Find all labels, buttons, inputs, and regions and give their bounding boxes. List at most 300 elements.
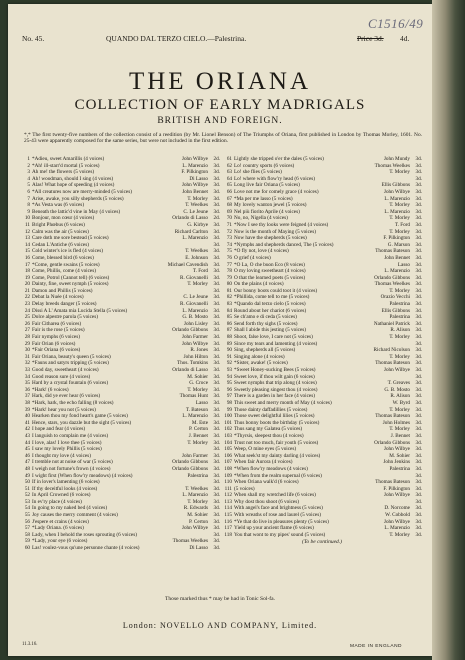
entry-price: 3d.: [415, 386, 422, 393]
entry-composer: Nathaniel Patrick: [373, 320, 410, 327]
entry-composer: T. Morley: [389, 426, 410, 433]
entry-composer: Thos. Tomkins: [177, 360, 208, 367]
entry-title: Care doth me sore bestead (5 voices): [32, 235, 109, 242]
madrigal-entry: [222, 453, 422, 460]
madrigal-entry: [222, 367, 422, 374]
entry-price: 3d.: [213, 195, 220, 202]
entry-price: 3d.: [213, 241, 220, 248]
entry-price: 3d.: [213, 452, 220, 459]
entry-title: Bonjour, mon cœur (4 voices): [32, 215, 95, 222]
entry-title: Lo! she flies (5 voices): [234, 169, 282, 176]
entry-number: 5: [27, 182, 30, 189]
entry-composer: J. Bennet: [390, 432, 410, 439]
new-price: 4d.: [400, 34, 410, 43]
entry-composer: T. Morley: [187, 498, 208, 505]
madrigal-entry: [222, 255, 422, 262]
entry-price: 3d.: [415, 314, 422, 321]
entry-number: 90: [226, 347, 232, 354]
entry-composer: L. Marenzio: [182, 413, 208, 420]
entry-composer: L. Marenzio: [384, 195, 410, 202]
entry-title: I saw my lovely Phillis (5 voices): [32, 446, 102, 453]
entry-title: In going to my naked bed (4 voices): [32, 505, 108, 512]
entry-title: *Thyrsis, sleepest thou (4 voices): [234, 432, 304, 439]
entry-title: Arise, awake, you silly shepherds (5 voices): [32, 195, 124, 202]
publisher-line: London: NOVELLO AND COMPANY, Limited.: [122, 621, 318, 630]
entry-composer: Orlando di Lasso: [172, 367, 208, 373]
madrigal-entry: [222, 446, 422, 453]
entry-price: 3d.: [213, 399, 220, 406]
entry-composer: T. Morley: [389, 169, 410, 176]
entry-price: 3d.: [415, 221, 422, 228]
madrigal-entry: [222, 268, 422, 275]
entry-title: *Quando dal terzo cielo (5 voices): [234, 301, 306, 308]
entry-price: 3d.: [415, 241, 422, 248]
madrigal-entry: [20, 505, 220, 512]
madrigal-entry: [222, 288, 422, 295]
madrigal-entry: [222, 308, 422, 315]
entry-number: 101: [224, 419, 232, 426]
entry-number: 86: [226, 320, 232, 327]
entry-number: 115: [224, 512, 232, 519]
entry-number: 55: [24, 512, 30, 519]
entry-title: I tremble not at noise of war (5 voices): [32, 459, 113, 466]
entry-composer: F. Pilkington: [383, 235, 410, 242]
entry-composer: John Wilbye: [383, 188, 410, 195]
madrigal-entry: [222, 182, 422, 189]
madrigal-entry: [222, 275, 422, 282]
entry-title: Las! voulez-vous qu'une personne chante (4 voices): [32, 545, 140, 552]
entry-number: 7: [27, 195, 30, 202]
entry-number: 39: [24, 406, 30, 413]
entry-price: 2d.: [213, 156, 220, 162]
entry-number: 110: [224, 479, 232, 486]
entry-number: 103: [224, 432, 232, 439]
madrigal-entry: [20, 189, 220, 196]
entry-number: 23: [24, 301, 30, 308]
entry-composer: T. Morley: [389, 406, 410, 413]
entry-number: 69: [226, 208, 232, 215]
entry-title: *Lady, your eye (6 voices): [32, 538, 88, 545]
entry-composer: T. Morley: [389, 334, 410, 341]
entry-composer: M. Sohier: [389, 452, 410, 459]
madrigal-entry: [20, 321, 220, 328]
entry-number: 58: [24, 531, 30, 538]
entry-composer: Di Lasso: [189, 175, 208, 182]
entry-price: 3d.: [213, 334, 220, 341]
entry-number: 100: [224, 413, 232, 420]
entry-title: *When from the realm supernal (6 voices): [234, 472, 322, 479]
entry-price: 3d.: [415, 367, 422, 373]
madrigal-entry: [20, 176, 220, 183]
madrigal-entry: [222, 196, 422, 203]
madrigal-entry: [20, 453, 220, 460]
madrigal-entry: [20, 466, 220, 473]
entry-price: 3d.: [213, 393, 220, 400]
entry-price: 3d.: [213, 380, 220, 387]
entry-number: 117: [224, 525, 232, 532]
entry-title: With angel's face and brightness (5 voices): [234, 505, 323, 512]
entry-title: *All creatures now are merry-minded (5 voices): [32, 188, 132, 195]
entry-number: 105: [224, 446, 232, 453]
entry-composer: Palestrina: [389, 301, 410, 308]
entry-title: Damon and Phillis (5 voices): [32, 287, 93, 294]
madrigal-entry: [20, 374, 220, 381]
book-spine: [432, 0, 465, 660]
entry-composer: John Wilbye: [181, 156, 208, 162]
madrigal-entry: [222, 321, 422, 328]
madrigal-entry: [222, 189, 422, 196]
entry-number: 24: [24, 307, 30, 314]
entry-price: 3d.: [415, 531, 422, 538]
entry-number: 97: [226, 393, 232, 400]
left-column: [20, 156, 220, 552]
entry-composer: Lasso: [195, 399, 208, 406]
entry-composer: T. Morley: [389, 202, 410, 209]
entry-price: 3d.: [415, 439, 422, 446]
entry-title: Come, Phillis, come (4 voices): [32, 268, 96, 275]
entry-price: 3d.: [415, 479, 422, 486]
entry-composer: Thomas Bateson: [375, 248, 410, 255]
entry-title: Bright Phœbus (6 voices): [32, 221, 85, 228]
entry-number: 67: [226, 195, 232, 202]
madrigal-entry: [222, 486, 422, 493]
tonic-solfa-footnote: Those marked thus * may be had in Tonic Sol-fa.: [164, 596, 276, 602]
entry-price: 3d.: [213, 373, 220, 380]
madrigal-entry: [222, 426, 422, 433]
entry-title: Good day, sweetheart (4 voices): [32, 367, 99, 373]
madrigal-entry: [20, 420, 220, 427]
entry-title: In April Crowned (6 voices): [32, 492, 91, 499]
entry-composer: Thomas Bateson: [375, 360, 410, 367]
entry-title: *Sweet Honey-sucking Bees (5 voices): [234, 367, 316, 373]
entry-price: 3d.: [213, 261, 220, 268]
entry-composer: W. Byrd: [392, 399, 410, 406]
madrigal-entry: [222, 380, 422, 387]
entry-composer: T. Ford: [192, 268, 208, 275]
entry-composer: John Mundy: [383, 156, 410, 162]
old-price: Price 3d.: [357, 34, 384, 43]
madrigal-entry: [222, 499, 422, 506]
entry-number: 46: [24, 452, 30, 459]
entry-title: I weigh not fortune's frown (4 voices): [32, 465, 111, 472]
entry-title: Hark, did ye ever hear (6 voices): [32, 393, 101, 400]
madrigal-entry: [222, 156, 422, 163]
entry-composer: T. Morley: [187, 386, 208, 393]
entry-title: Since my tears and lamenting (4 voices): [234, 340, 318, 347]
entry-price: 3d.: [213, 175, 220, 182]
entry-composer: T. Morley: [187, 195, 208, 202]
entry-title: Fair nymphs (6 voices): [32, 334, 80, 341]
entry-number: 22: [24, 294, 30, 301]
entry-title: Debat la Nuée (4 voices): [32, 294, 84, 301]
madrigal-entry: [20, 301, 220, 308]
entry-price: 3d.: [415, 287, 422, 294]
entry-price: 3d.: [415, 228, 422, 235]
entry-price: 3d.: [213, 419, 220, 426]
entry-title: My lovely wanton jewel (5 voices): [234, 202, 307, 209]
entry-price: 3d.: [213, 360, 220, 367]
entry-composer: John Bennet: [384, 254, 410, 261]
madrigal-entry: [222, 327, 422, 334]
entry-number: 20: [24, 281, 30, 288]
madrigal-entry: [20, 492, 220, 499]
entry-composer: M. Sohier: [187, 373, 208, 380]
entry-composer: Orlando Gibbons: [374, 274, 410, 281]
entry-number: 16: [24, 254, 30, 261]
entry-number: 38: [24, 399, 30, 406]
entry-title: Se ch'amo e di ceda (5 voices): [234, 314, 297, 321]
madrigal-entry: [222, 466, 422, 473]
entry-composer: John Wilbye: [181, 525, 208, 532]
entry-number: 84: [226, 307, 232, 314]
entry-composer: G. Kirbye: [187, 221, 208, 228]
entry-title: Round about her chariot (6 voices): [234, 307, 307, 314]
entry-price: 3d.: [415, 525, 422, 532]
madrigal-entry: [20, 314, 220, 321]
entry-price: 3d.: [213, 472, 220, 479]
entry-title: Fair Oriana, beauty's queen (5 voices): [32, 353, 111, 360]
entry-composer: T. Weelkes: [185, 248, 208, 255]
entry-price: 3d.: [415, 347, 422, 354]
entry-composer: Palestrina: [187, 472, 208, 479]
entry-title: *Adieu, sweet Amarillis (4 voices): [32, 156, 105, 162]
madrigal-entry: [222, 360, 422, 367]
entry-price: 3d.: [213, 492, 220, 499]
entry-title: Trust not too much, fair youth (5 voices): [234, 439, 319, 446]
madrigal-entry: [222, 176, 422, 183]
entry-composer: Orlando Gibbons: [172, 465, 208, 472]
entry-title: Our bonny boots could toot it (4 voices): [234, 287, 318, 294]
entry-price: 3d.: [415, 175, 422, 182]
entry-title: *Nymphs and shepherds danced, The (5 voices): [234, 241, 334, 248]
entry-number: 76: [226, 254, 232, 261]
madrigal-entry: [20, 360, 220, 367]
entry-number: 36: [24, 386, 30, 393]
madrigal-entry: [20, 407, 220, 414]
entry-price: 3d.: [213, 465, 220, 472]
entry-number: 77: [226, 261, 232, 268]
entry-title: When Oriana walk'd (6 voices): [234, 479, 299, 486]
madrigal-entry: [20, 446, 220, 453]
madrigal-entry: [20, 486, 220, 493]
entry-title: Sweetly pleasing singest thou (4 voices): [234, 386, 318, 393]
entry-number: 1: [27, 156, 30, 162]
entry-price: 3d.: [415, 452, 422, 459]
entry-price: 3d.: [213, 208, 220, 215]
entry-composer: John Wilbye: [383, 518, 410, 525]
entry-number: 15: [24, 248, 30, 255]
entry-number: 66: [226, 188, 232, 195]
entry-price: 3d.: [415, 208, 422, 215]
entry-price: 3d.: [213, 525, 220, 532]
entry-number: 70: [226, 215, 232, 222]
madrigal-entry: [222, 222, 422, 229]
entry-composer: John Wilbye: [383, 367, 410, 373]
entry-price: 3d.: [213, 235, 220, 242]
madrigal-entry: [20, 532, 220, 539]
madrigal-entry: [20, 525, 220, 532]
entry-composer: R. Jones: [190, 347, 208, 354]
entry-number: 109: [224, 472, 232, 479]
entry-title: If thy deceitful looks (4 voices): [32, 485, 98, 492]
entry-composer: John Bennet: [182, 188, 208, 195]
entry-composer: Thomas Bateson: [375, 413, 410, 420]
entry-price: 3d.: [213, 320, 220, 327]
entry-number: 47: [24, 459, 30, 466]
entry-title: Lo! where with flow'ry head (6 voices): [234, 175, 316, 182]
madrigal-entry: [222, 334, 422, 341]
entry-title: If in lover's lamenting (6 voices): [32, 479, 100, 486]
madrigal-entry: [222, 473, 422, 480]
entry-composer: John Jenkins: [383, 459, 410, 466]
entry-number: 32: [24, 360, 30, 367]
collection-subtitle-2: BRITISH AND FOREIGN.: [157, 116, 283, 126]
entry-price: 3d.: [213, 512, 220, 519]
madrigal-entry: [20, 327, 220, 334]
madrigal-entry: [20, 182, 220, 189]
entry-price: 3d.: [415, 406, 422, 413]
entry-number: 94: [226, 373, 232, 380]
entry-title: Why dost thou shoot (6 voices): [234, 498, 299, 505]
entry-composer: T. Morley: [187, 281, 208, 288]
entry-number: 71: [226, 221, 232, 228]
madrigal-entry: [222, 459, 422, 466]
entry-composer: T. Morley: [389, 353, 410, 360]
madrigal-entry: [222, 479, 422, 486]
madrigal-entry: [20, 400, 220, 407]
entry-composer: Palestrina: [389, 465, 410, 472]
entry-composer: John Wilbye: [181, 182, 208, 189]
entry-price: 3d.: [415, 274, 422, 281]
entry-composer: T. Weelkes: [185, 202, 208, 209]
entry-price: 3d.: [213, 505, 220, 512]
entry-composer: John Holmes: [382, 419, 410, 426]
made-in-label: MADE IN ENGLAND: [349, 644, 402, 649]
entry-price: 3d.: [213, 248, 220, 255]
entry-price: 3d.: [415, 268, 422, 275]
entry-composer: Thomas Bateson: [375, 479, 410, 486]
entry-price: 3d.: [415, 485, 422, 492]
entry-price: 3d.: [415, 248, 422, 255]
entry-number: 91: [226, 353, 232, 360]
entry-composer: Di Lasso: [189, 545, 208, 552]
madrigal-entry: [20, 459, 220, 466]
entry-title: *As Vesta was (6 voices): [32, 202, 85, 209]
entry-price: 3d.: [213, 340, 220, 347]
entry-number: 21: [24, 287, 30, 294]
entry-price: 3d.: [213, 281, 220, 288]
madrigal-entry: [20, 387, 220, 394]
entry-title: This sweet and merry month of May (4 voices): [234, 399, 332, 406]
entry-title: Send forth thy sighs (5 voices): [234, 320, 298, 327]
entry-title: Come, Potrol (Cannot tell) (6 voices): [32, 274, 110, 281]
entry-composer: G. Marson: [387, 241, 410, 248]
entry-title: Alas! What hope of speeding (4 voices): [32, 182, 115, 189]
entry-title: Cedan L'Antiche (6 voices): [32, 241, 89, 248]
entry-title: I thought my love (4 voices): [32, 452, 91, 459]
entry-number: 68: [226, 202, 232, 209]
madrigal-entry: [222, 387, 422, 394]
entry-composer: F. Pilkington: [181, 169, 208, 176]
entry-price: 3d.: [213, 307, 220, 314]
entry-price: 3d.: [213, 459, 220, 466]
madrigal-entry: [20, 268, 220, 275]
entry-price: 3d.: [415, 334, 422, 341]
entry-composer: Ellis Gibbons: [381, 182, 410, 189]
entry-price: 3d.: [415, 254, 422, 261]
entry-title: *Sister, awake! (5 voices): [234, 360, 288, 367]
madrigal-entry: [20, 255, 220, 262]
entry-composer: Ellis Gibbons: [381, 307, 410, 314]
entry-title: When shall my wretched life (6 voices): [234, 492, 316, 499]
entry-title: Singing alone (4 voices): [234, 353, 285, 360]
entry-title: Fair Orian (6 voices): [32, 340, 76, 347]
entry-composer: T. Morley: [389, 531, 410, 538]
madrigal-entry: [222, 532, 422, 539]
entry-composer: L. Marenzio: [182, 307, 208, 314]
madrigal-entry: [222, 440, 422, 447]
entry-number: 45: [24, 446, 30, 453]
madrigal-entry: [222, 525, 422, 532]
entry-number: 63: [226, 169, 232, 176]
entry-composer: Lasso: [397, 261, 410, 268]
madrigal-entry: [20, 163, 220, 170]
entry-title: Hard by a crystal fountain (6 voices): [32, 380, 109, 387]
madrigal-entry: [222, 505, 422, 512]
entry-number: 74: [226, 241, 232, 248]
entry-price: 3d.: [415, 301, 422, 308]
entry-composer: R. Giovanelli: [180, 301, 208, 308]
entry-number: 73: [226, 235, 232, 242]
entry-title: Calm was the air (5 voices): [32, 228, 89, 235]
entry-title: Beneath the lattic'd vine in May (4 voices): [32, 208, 121, 215]
entry-number: 75: [226, 248, 232, 255]
entry-price: 3d.: [415, 235, 422, 242]
entry-price: 3d.: [415, 472, 422, 479]
madrigal-entry: [222, 294, 422, 301]
entry-composer: C. Le Jeune: [183, 294, 208, 301]
entry-title: *Fauns and satyrs tripping (5 voices): [32, 360, 109, 367]
entry-title: In ev'ry place (4 voices): [32, 498, 82, 505]
madrigal-entry: [20, 354, 220, 361]
entry-title: Dolce alpestre parola (5 voices): [32, 314, 98, 321]
entry-number: 35: [24, 380, 30, 387]
entry-composer: L. Marenzio: [182, 492, 208, 499]
entry-price: 3d.: [213, 432, 220, 439]
madrigal-entry: [222, 229, 422, 236]
madrigal-entry: [20, 288, 220, 295]
entry-title: *When flow'ry meadows (4 voices): [234, 465, 308, 472]
entry-composer: Thomas Weelkes: [172, 538, 208, 545]
entry-composer: Palestrina: [389, 314, 410, 321]
entry-number: 37: [24, 393, 30, 400]
entry-number: 83: [226, 301, 232, 308]
madrigal-entry: [222, 400, 422, 407]
entry-number: 25: [24, 314, 30, 321]
entry-title: Thus sang my Galatea (5 voices): [234, 426, 303, 433]
entry-number: 60: [24, 545, 30, 552]
madrigal-entry: [20, 347, 220, 354]
madrigal-entry: [20, 156, 220, 163]
madrigal-entry: [20, 242, 220, 249]
madrigal-entry: [20, 413, 220, 420]
entry-price: 3d.: [415, 512, 422, 519]
madrigal-entry: [222, 235, 422, 242]
entry-title: Sweet nymphs that trip along (4 voices): [234, 380, 317, 387]
madrigal-entry: [20, 262, 220, 269]
entry-composer: G. B. Mosto: [182, 314, 208, 321]
entry-title: On the plains (4 voices): [234, 281, 284, 288]
